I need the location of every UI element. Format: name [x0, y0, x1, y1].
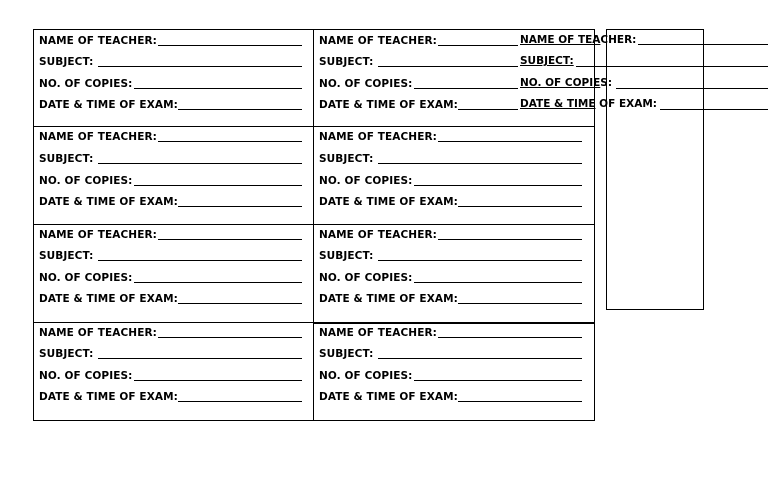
teacher-line[interactable] [438, 337, 582, 338]
teacher-line[interactable] [158, 337, 302, 338]
label-card [33, 29, 314, 127]
datetime-label: DATE & TIME OF EXAM: [39, 99, 178, 111]
overlay-datetime-label: DATE & TIME OF EXAM: [520, 98, 657, 110]
datetime-line[interactable] [178, 303, 302, 304]
teacher-label: NAME OF TEACHER: [39, 131, 157, 143]
label-card [33, 224, 314, 323]
overlay-subject-label: SUBJECT: [520, 55, 574, 67]
copies-line[interactable] [134, 185, 302, 186]
datetime-label: DATE & TIME OF EXAM: [39, 196, 178, 208]
datetime-line[interactable] [458, 401, 582, 402]
overlay-teacher-line[interactable] [638, 44, 768, 45]
overlay-datetime-line[interactable] [660, 109, 768, 110]
teacher-line[interactable] [158, 239, 302, 240]
label-card [313, 322, 595, 421]
teacher-line[interactable] [438, 239, 582, 240]
copies-label: NO. OF COPIES: [39, 175, 133, 187]
datetime-line[interactable] [458, 206, 582, 207]
subject-label: SUBJECT: [319, 153, 374, 165]
copies-line[interactable] [414, 185, 582, 186]
copies-line[interactable] [134, 380, 302, 381]
copies-label: NO. OF COPIES: [39, 78, 133, 90]
label-card [33, 126, 314, 225]
datetime-line[interactable] [458, 303, 582, 304]
subject-line[interactable] [98, 260, 302, 261]
datetime-label: DATE & TIME OF EXAM: [319, 99, 458, 111]
overlay-copies-label: NO. OF COPIES: [520, 77, 613, 89]
subject-label: SUBJECT: [39, 348, 94, 360]
subject-line[interactable] [378, 260, 582, 261]
overlapping-label-block [520, 29, 768, 119]
teacher-label: NAME OF TEACHER: [39, 35, 157, 47]
subject-line[interactable] [378, 163, 582, 164]
teacher-label: NAME OF TEACHER: [39, 327, 157, 339]
copies-line[interactable] [414, 282, 582, 283]
datetime-line[interactable] [178, 206, 302, 207]
subject-label: SUBJECT: [39, 153, 94, 165]
teacher-line[interactable] [438, 141, 582, 142]
label-grid [33, 29, 595, 421]
teacher-label: NAME OF TEACHER: [319, 35, 437, 47]
label-card [313, 224, 595, 323]
subject-line[interactable] [98, 358, 302, 359]
copies-label: NO. OF COPIES: [39, 272, 133, 284]
label-card [313, 126, 595, 225]
teacher-label: NAME OF TEACHER: [39, 229, 157, 241]
copies-line[interactable] [414, 380, 582, 381]
teacher-line[interactable] [438, 45, 518, 46]
teacher-label: NAME OF TEACHER: [319, 229, 437, 241]
datetime-label: DATE & TIME OF EXAM: [319, 196, 458, 208]
copies-label: NO. OF COPIES: [319, 370, 413, 382]
teacher-line[interactable] [158, 141, 302, 142]
datetime-label: DATE & TIME OF EXAM: [319, 391, 458, 403]
subject-label: SUBJECT: [319, 250, 374, 262]
subject-line[interactable] [98, 163, 302, 164]
datetime-line[interactable] [178, 401, 302, 402]
subject-label: SUBJECT: [319, 56, 374, 68]
overlay-copies-line[interactable] [616, 88, 768, 89]
copies-label: NO. OF COPIES: [319, 78, 413, 90]
copies-label: NO. OF COPIES: [319, 175, 413, 187]
subject-line[interactable] [378, 66, 518, 67]
overlay-subject-line[interactable] [576, 66, 768, 67]
teacher-line[interactable] [158, 45, 302, 46]
datetime-line[interactable] [178, 109, 302, 110]
copies-label: NO. OF COPIES: [39, 370, 133, 382]
subject-line[interactable] [98, 66, 302, 67]
copies-line[interactable] [134, 282, 302, 283]
copies-label: NO. OF COPIES: [319, 272, 413, 284]
datetime-line[interactable] [458, 109, 518, 110]
teacher-label: NAME OF TEACHER: [319, 131, 437, 143]
datetime-label: DATE & TIME OF EXAM: [39, 293, 178, 305]
teacher-label: NAME OF TEACHER: [319, 327, 437, 339]
subject-label: SUBJECT: [39, 250, 94, 262]
subject-line[interactable] [378, 358, 582, 359]
datetime-label: DATE & TIME OF EXAM: [39, 391, 178, 403]
label-card [33, 322, 314, 421]
subject-label: SUBJECT: [319, 348, 374, 360]
overlay-teacher-label: NAME OF TEACHER: [520, 34, 637, 46]
copies-line[interactable] [134, 88, 302, 89]
copies-line[interactable] [414, 88, 518, 89]
datetime-label: DATE & TIME OF EXAM: [319, 293, 458, 305]
subject-label: SUBJECT: [39, 56, 94, 68]
